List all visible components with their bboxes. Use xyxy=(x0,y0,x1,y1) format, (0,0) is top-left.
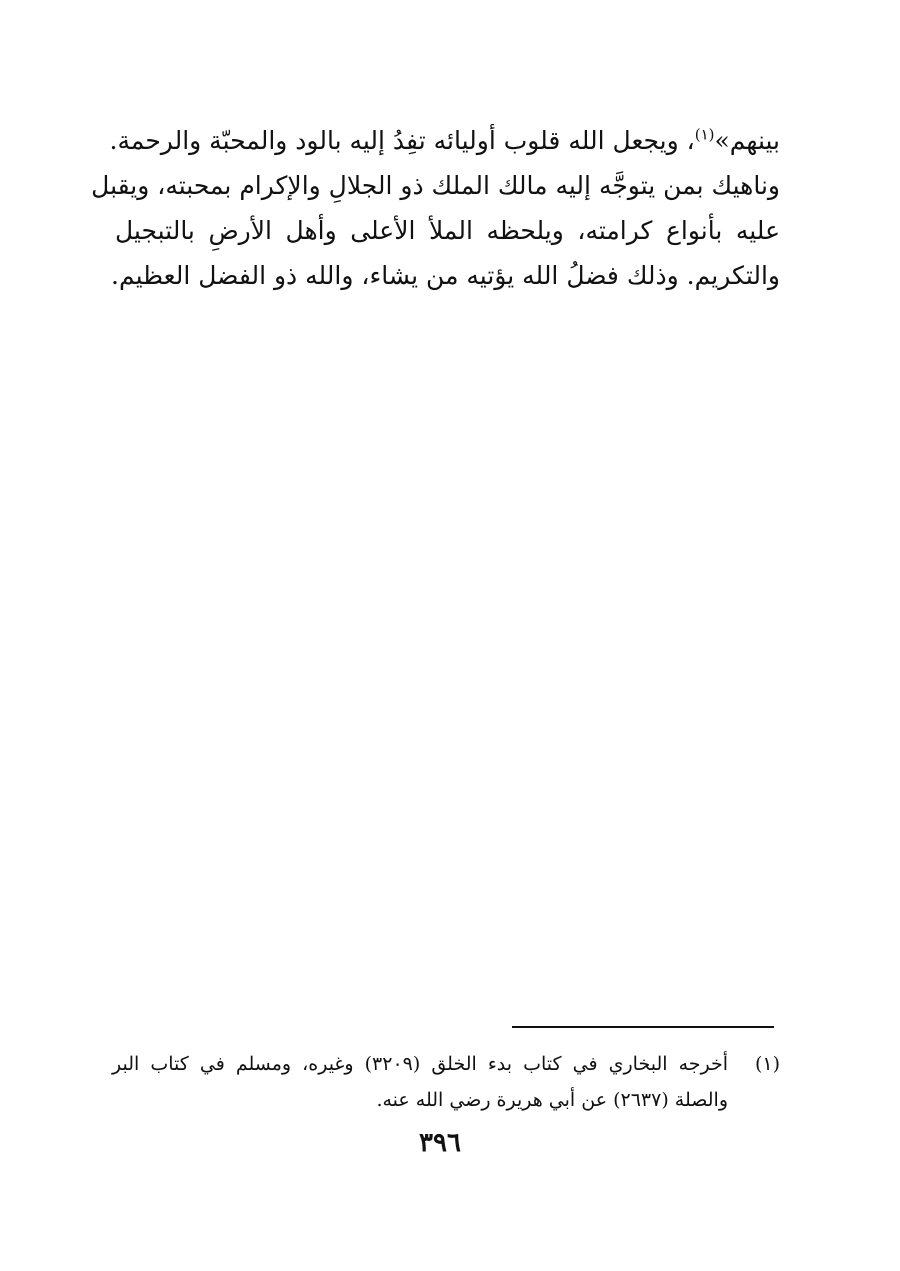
footnote-divider xyxy=(512,1026,774,1028)
page-number: ٣٩٦ xyxy=(419,1128,461,1158)
footnote-1-line-2: والصلة (٢٦٣٧) عن أبي هريرة رضي الله عنه. xyxy=(376,1089,728,1111)
footnotes xyxy=(112,1046,780,1118)
footnote-reference[interactable]: (١) xyxy=(694,125,715,144)
text-line-4: والتكريم. وذلك فضلُ الله يؤتيه من يشاء، والله ذو الفضل العظيم. xyxy=(111,261,780,290)
text-line-1-start: بينهم» xyxy=(714,126,780,155)
text-line-2: وناهيك بمن يتوجَّه إليه مالك الملك ذو الجلالِ والإكرام بمحبته، ويقبل xyxy=(91,171,780,200)
footnote-1-line-1 xyxy=(112,1046,780,1082)
text-line-3: عليه بأنواع كرامته، ويلحظه الملأ الأعلى وأهل الأرضِ بالتبجيل xyxy=(115,216,780,245)
text-line-1 xyxy=(109,118,780,163)
footnote-1-number: (١) xyxy=(754,1053,781,1075)
text-line-1-rest: ، ويجعل الله قلوب أوليائه تفِدُ إليه بالود والمحبّة والرحمة. xyxy=(109,126,695,155)
footnote-1-text: أخرجه البخاري في كتاب بدء الخلق (٣٢٠٩) وغيره، ومسلم في كتاب البر xyxy=(112,1053,729,1075)
main-text xyxy=(91,118,780,298)
